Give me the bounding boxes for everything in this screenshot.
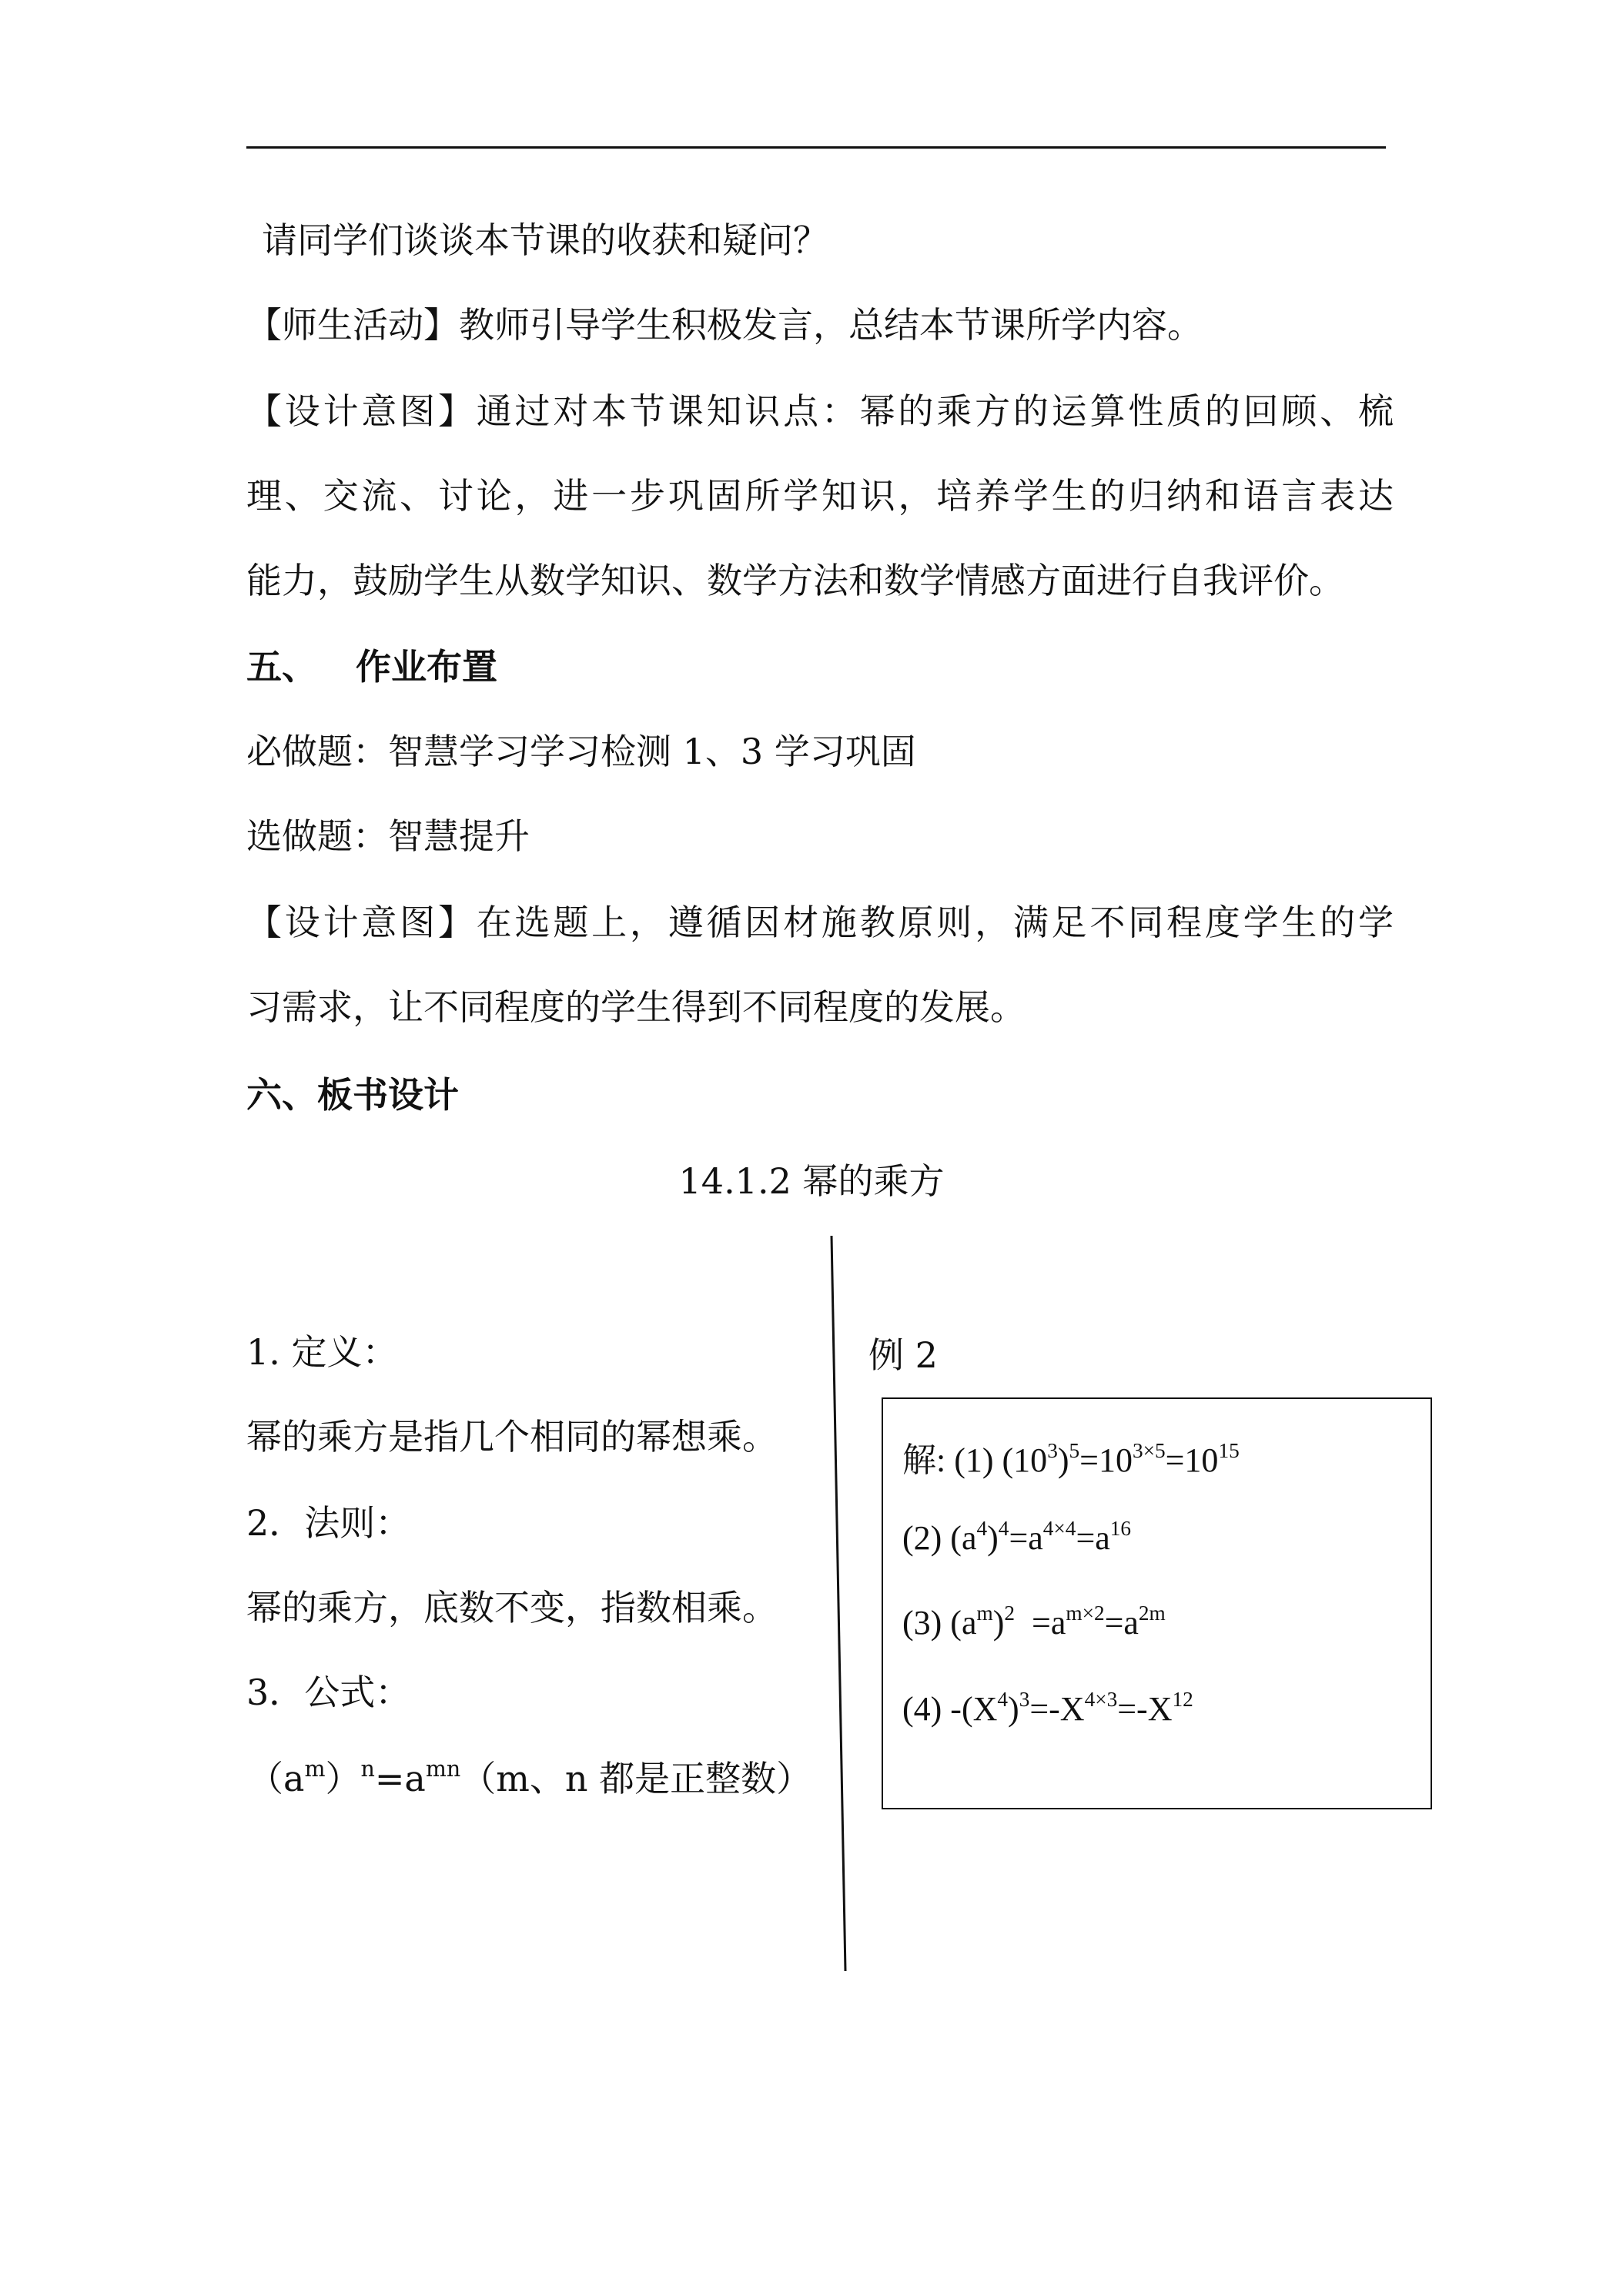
rule-label: 2．法则： bbox=[246, 1502, 411, 1544]
definition-text: 幂的乘方是指几个相同的幂想乘。 bbox=[246, 1416, 778, 1458]
section-5-number: 五、 bbox=[246, 646, 317, 688]
rule-text: 幂的乘方，底数不变，指数相乘。 bbox=[246, 1587, 778, 1628]
required-homework: 必做题：智慧学习学习检测 1、3 学习巩固 bbox=[246, 731, 916, 772]
design-intent-1-line: 能力，鼓励学生从数学知识、数学方法和数学情感方面进行自我评价。 bbox=[246, 560, 1344, 601]
example-label: 例 2 bbox=[868, 1334, 938, 1376]
design-intent-2-line: 【设计意图】在选题上，遵循因材施教原则，满足不同程度学生的学 bbox=[246, 902, 1394, 943]
power-formula: $(a^m)^n=a^{mn}(m$、n 都是正整数） bbox=[248, 1755, 812, 1799]
solution-line-2: (2) $(a^4)^4=a^{4\times 4}=a^{16}$ bbox=[902, 1516, 1132, 1557]
optional-homework: 选做题：智慧提升 bbox=[246, 815, 530, 857]
board-title: 14.1.2 幂的乘方 bbox=[678, 1160, 945, 1202]
section-6-heading: 六、板书设计 bbox=[246, 1074, 459, 1116]
design-intent-2-line: 习需求，让不同程度的学生得到不同程度的发展。 bbox=[246, 986, 1026, 1028]
section-5-title: 作业布置 bbox=[356, 646, 497, 688]
solution-line-3: (3) $(a^m)^2 =a^{m\times 2}=a^{2m}$ bbox=[902, 1601, 1166, 1642]
solution-line-4: (4) $-(X^4)^3=-X^{4\times 3}=-X^{12}$ bbox=[902, 1687, 1193, 1728]
definition-label: 1. 定义： bbox=[246, 1331, 398, 1373]
intro-question: 请同学们谈谈本节课的收获和疑问？ bbox=[262, 219, 828, 261]
design-intent-1-line: 【设计意图】通过对本节课知识点：幂的乘方的运算性质的回顾、梳 bbox=[246, 390, 1394, 432]
teacher-student-activity: 【师生活动】教师引导学生积极发言，总结本节课所学内容。 bbox=[246, 304, 1203, 346]
solution-line-1: 解: (1) $(10^3)^5=10^{3\times 5}=10^{15}$ bbox=[902, 1438, 1240, 1479]
formula-label: 3．公式： bbox=[246, 1672, 411, 1713]
design-intent-1-line: 理、交流、讨论，进一步巩固所学知识，培养学生的归纳和语言表达 bbox=[246, 475, 1394, 517]
